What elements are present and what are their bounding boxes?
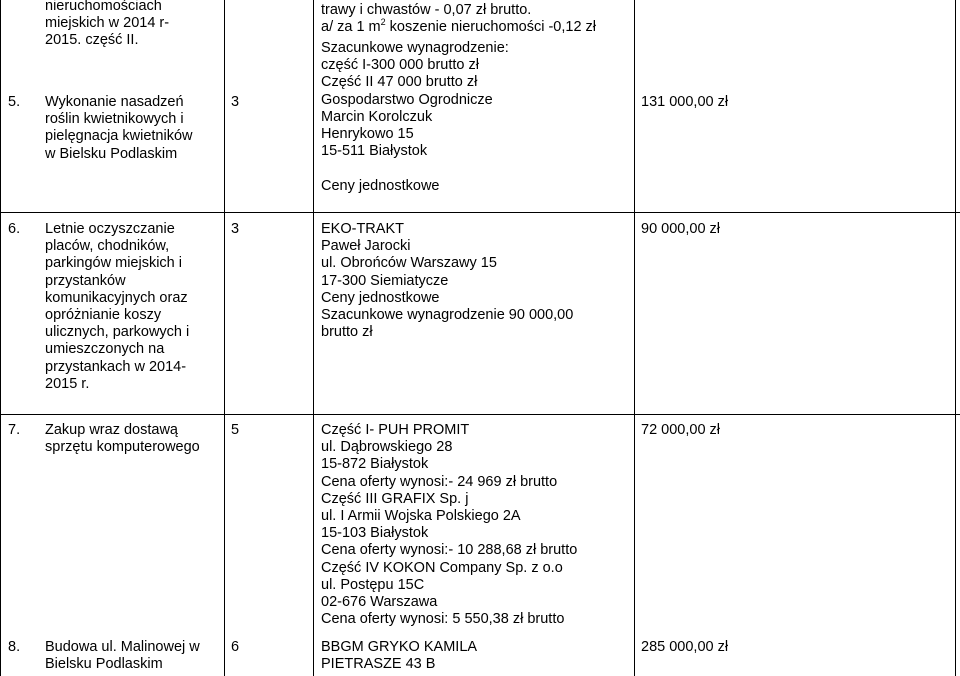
row-5-description [45, 94, 225, 163]
contractor-line: Gospodarstwo Ogrodnicze [321, 91, 493, 108]
desc-line: przystankach w 2014- [45, 358, 187, 375]
contractor-line: Część I- PUH PROMIT [321, 422, 470, 438]
row-6-value [641, 221, 720, 238]
desc-line: 2015. część II. [45, 32, 139, 49]
row-number: 6. [8, 221, 21, 237]
contractor-line: 17-300 Siemiatycze [321, 272, 449, 289]
contractor-line: trawy i chwastów - 0,07 zł brutto. [321, 2, 532, 18]
contract-value: 90 000,00 zł [641, 221, 721, 237]
superscript: 2 [380, 17, 386, 28]
row-7-description [45, 422, 225, 456]
row-6-count [231, 221, 239, 238]
desc-line: Letnie oczyszczanie [45, 221, 175, 237]
contract-value: 285 000,00 zł [641, 639, 729, 655]
contractor-line: 02-676 Warszawa [321, 593, 438, 610]
desc-line: Bielsku Podlaskim [45, 656, 163, 673]
desc-line: sprzętu komputerowego [45, 439, 200, 456]
row-8-contractor [321, 639, 477, 673]
contract-value: 72 000,00 zł [641, 422, 721, 438]
row-7-contractor [321, 422, 577, 628]
row-8-count [231, 639, 239, 656]
row-7-number [8, 422, 38, 439]
contractor-line: 15-511 Białystok [321, 143, 428, 160]
row-number: 5. [8, 94, 21, 110]
table-border-left [0, 0, 1, 676]
table-row-divider [0, 212, 960, 213]
desc-line: Budowa ul. Malinowej w [45, 639, 200, 655]
contractor-text: a/ za 1 m [321, 19, 381, 36]
offer-count: 5 [231, 422, 240, 438]
desc-line: ulicznych, parkowych i [45, 324, 190, 341]
contractor-line: ul. Obrońców Warszawy 15 [321, 255, 497, 272]
contractor-line: 15-872 Białystok [321, 456, 429, 473]
row-6-contractor [321, 221, 573, 341]
contractor-line: ul. Postępu 15C [321, 576, 425, 593]
offer-count: 3 [231, 221, 240, 237]
row-8-number [8, 639, 38, 656]
contractor-line: PIETRASZE 43 B [321, 656, 436, 673]
desc-line: przystanków [45, 272, 126, 289]
desc-line: 2015 r. [45, 375, 90, 392]
row-5-value [641, 94, 728, 111]
row-5-number [8, 94, 38, 111]
table-column-divider [634, 0, 635, 676]
row-number: 7. [8, 422, 21, 438]
contractor-line: EKO-TRAKT [321, 221, 404, 237]
row-8-description [45, 639, 225, 673]
desc-line: opróżnianie koszy [45, 306, 162, 323]
contractor-line: brutto zł [321, 324, 373, 341]
desc-line: Zakup wraz dostawą [45, 422, 178, 438]
row-0-contractor [321, 2, 596, 36]
spacer [321, 160, 509, 177]
desc-line: pielęgnacja kwietników [45, 128, 193, 145]
desc-line: komunikacyjnych oraz [45, 289, 188, 306]
contractor-line: Szacunkowe wynagrodzenie: [321, 40, 509, 56]
desc-line: miejskich w 2014 r- [45, 15, 170, 32]
desc-line: umieszczonych na [45, 341, 165, 358]
row-6-number [8, 221, 38, 238]
contractor-line: Cena oferty wynosi:- 24 969 zł brutto [321, 473, 558, 490]
contractor-text: koszenie nieruchomości -0,12 zł [385, 19, 597, 36]
contractor-line: Część IV KOKON Company Sp. z o.o [321, 559, 563, 576]
contractor-line: Ceny jednostkowe [321, 289, 440, 306]
table-border-right [955, 0, 956, 676]
contractor-line: Część III GRAFIX Sp. j [321, 490, 469, 507]
contractor-line: Ceny jednostkowe [321, 177, 440, 194]
contractor-line: Cena oferty wynosi: 5 550,38 zł brutto [321, 611, 565, 628]
row-6-description [45, 221, 225, 393]
desc-line: placów, chodników, [45, 238, 170, 255]
row-5-count [231, 94, 239, 111]
contractor-line: BBGM GRYKO KAMILA [321, 639, 478, 655]
offer-count: 3 [231, 94, 240, 110]
table-column-divider [313, 0, 314, 676]
contractor-line: ul. I Armii Wojska Polskiego 2A [321, 507, 521, 524]
row-0-description [45, 0, 225, 50]
row-7-count [231, 422, 239, 439]
contractor-line: Paweł Jarocki [321, 238, 411, 255]
contractor-line: ul. Dąbrowskiego 28 [321, 439, 453, 456]
desc-line: w Bielsku Podlaskim [45, 145, 178, 162]
contract-value: 131 000,00 zł [641, 94, 729, 110]
row-8-value [641, 639, 728, 656]
desc-line: nieruchomościach [45, 0, 162, 14]
contractor-line: Marcin Korolczuk [321, 108, 433, 125]
row-5-contractor [321, 40, 509, 195]
contractor-line: Henrykowo 15 [321, 125, 414, 142]
row-number: 8. [8, 639, 21, 655]
contractor-line: Cena oferty wynosi:- 10 288,68 zł brutto [321, 542, 578, 559]
row-7-value [641, 422, 720, 439]
desc-line: parkingów miejskich i [45, 255, 182, 272]
contractor-line: Część II 47 000 brutto zł [321, 74, 478, 91]
desc-line: Wykonanie nasadzeń [45, 94, 184, 110]
desc-line: roślin kwietnikowych i [45, 111, 184, 128]
contractor-line: Szacunkowe wynagrodzenie 90 000,00 [321, 306, 574, 323]
contractor-line: część I-300 000 brutto zł [321, 57, 479, 74]
offer-count: 6 [231, 639, 240, 655]
table-row-divider [0, 414, 960, 415]
contractor-line [321, 19, 596, 36]
contractor-line: 15-103 Białystok [321, 525, 429, 542]
